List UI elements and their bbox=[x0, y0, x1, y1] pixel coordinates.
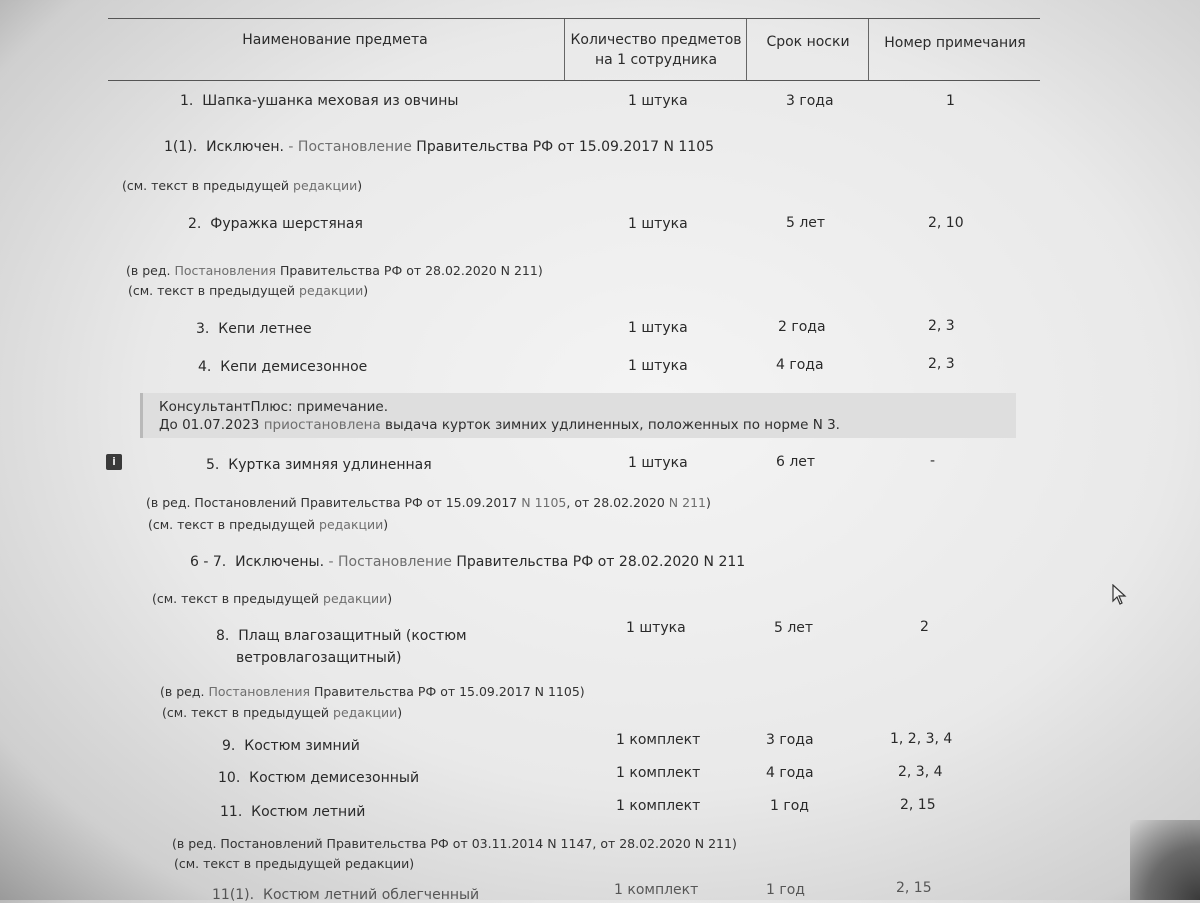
note-text: ) bbox=[363, 283, 369, 298]
table-header-bottom-border bbox=[108, 80, 1040, 81]
row-name: Исключены. bbox=[235, 554, 325, 570]
row-term: 4 года bbox=[766, 765, 814, 781]
note-text: Правительства РФ от 28.02.2020 N 211) bbox=[275, 263, 543, 278]
row-name: Костюм летний облегченный bbox=[263, 887, 480, 903]
note-text: , от 28.02.2020 bbox=[566, 495, 669, 510]
previous-edition-note: (см. текст в предыдущей редакции) bbox=[174, 856, 415, 871]
edition-link[interactable]: редакции bbox=[299, 283, 364, 298]
edition-link[interactable]: редакции bbox=[323, 591, 388, 606]
note-text: (в ред. bbox=[126, 263, 175, 278]
row-dash: - bbox=[324, 554, 338, 570]
table-row bbox=[220, 804, 365, 820]
row-quantity: 1 штука bbox=[628, 358, 688, 374]
resolution-link[interactable]: Постановления bbox=[174, 263, 276, 278]
table-row bbox=[222, 738, 360, 754]
screen-corner-shadow bbox=[1130, 820, 1200, 900]
row-note: 2, 10 bbox=[928, 215, 964, 231]
row-rest: Правительства РФ от 28.02.2020 N 211 bbox=[451, 554, 746, 570]
header-quantity bbox=[566, 30, 746, 70]
row-name: Исключен. bbox=[206, 139, 284, 155]
table-header-top-border bbox=[108, 18, 1040, 19]
column-divider bbox=[746, 19, 747, 80]
suspended-link[interactable]: приостановлена bbox=[263, 417, 381, 433]
row-quantity: 1 штука bbox=[628, 455, 688, 471]
resolution-link[interactable]: N 211 bbox=[668, 495, 706, 510]
table-row bbox=[198, 359, 367, 375]
resolution-link[interactable]: N 1105 bbox=[521, 495, 567, 510]
row-note: 2, 3, 4 bbox=[898, 764, 943, 780]
table-row bbox=[216, 625, 467, 669]
row-quantity: 1 штука bbox=[626, 620, 686, 636]
edition-note: (в ред. Постановлений Правительства РФ от 03.11.2014 N 1147, от 28.02.2020 N 211) bbox=[172, 836, 737, 851]
table-row bbox=[180, 93, 458, 109]
info-icon[interactable]: i bbox=[106, 454, 122, 470]
note-text: Правительства РФ от 15.09.2017 N 1105) bbox=[309, 684, 585, 699]
header-quantity-line2: на 1 сотрудника bbox=[594, 52, 718, 68]
header-note-number: Номер примечания bbox=[884, 35, 1026, 51]
row-name: Костюм демисезонный bbox=[249, 770, 420, 786]
row-quantity: 1 штука bbox=[628, 320, 688, 336]
row-number: 1(1). bbox=[164, 139, 198, 155]
note-text: До 01.07.2023 bbox=[159, 417, 264, 433]
row-note: 2, 15 bbox=[896, 880, 932, 896]
note-text: ) bbox=[383, 517, 389, 532]
note-text: ) bbox=[357, 178, 363, 193]
row-quantity: 1 штука bbox=[628, 93, 688, 109]
row-name: Куртка зимняя удлиненная bbox=[228, 457, 432, 473]
edition-link[interactable]: редакции bbox=[293, 178, 358, 193]
row-dash: - bbox=[283, 139, 298, 155]
row-name: Костюм зимний bbox=[244, 738, 360, 754]
header-item-name: Наименование предмета bbox=[242, 32, 428, 48]
previous-edition-note bbox=[148, 517, 388, 532]
note-text: (см. текст в предыдущей bbox=[152, 591, 324, 606]
row-name: Плащ влагозащитный (костюм bbox=[238, 628, 467, 644]
row-name: Кепи летнее bbox=[218, 321, 312, 337]
note-text: ) bbox=[705, 495, 711, 510]
table-row bbox=[196, 321, 312, 337]
row-name: Кепи демисезонное bbox=[220, 359, 368, 375]
row-number: 11(1). bbox=[212, 887, 255, 903]
column-divider bbox=[564, 19, 565, 80]
previous-edition-note bbox=[152, 591, 392, 606]
note-text: (см. текст в предыдущей bbox=[128, 283, 300, 298]
table-row bbox=[190, 554, 745, 570]
row-number: 2. bbox=[188, 216, 202, 232]
consultant-note-title: КонсультантПлюс: примечание. bbox=[159, 399, 389, 415]
row-note: 2, 3 bbox=[928, 356, 955, 372]
edition-note bbox=[160, 684, 585, 699]
row-term: 1 год bbox=[766, 882, 805, 898]
row-quantity: 1 комплект bbox=[616, 732, 701, 748]
note-text: ) bbox=[397, 705, 403, 720]
note-text: (в ред. Постановлений Правительства РФ от 15.09.2017 bbox=[146, 495, 522, 510]
row-quantity: 1 штука bbox=[628, 216, 688, 232]
edition-note bbox=[126, 263, 543, 278]
row-note: 2, 3 bbox=[928, 318, 955, 334]
previous-edition-note bbox=[122, 178, 362, 193]
row-name: Фуражка шерстяная bbox=[210, 216, 363, 232]
note-text: выдача курток зимних удлиненных, положенных по норме N 3. bbox=[380, 417, 840, 433]
previous-edition-note bbox=[162, 705, 402, 720]
row-term: 3 года bbox=[766, 732, 814, 748]
row-number: 11. bbox=[220, 804, 243, 820]
note-text: (см. текст в предыдущей bbox=[122, 178, 294, 193]
row-term: 5 лет bbox=[786, 215, 826, 231]
header-quantity-line1: Количество предметов bbox=[570, 32, 742, 48]
consultant-note-box bbox=[140, 393, 1016, 438]
row-number: 10. bbox=[218, 770, 241, 786]
note-text: ) bbox=[387, 591, 393, 606]
table-row bbox=[188, 216, 363, 232]
row-note: - bbox=[930, 453, 936, 469]
mouse-cursor-icon bbox=[1112, 584, 1128, 606]
table-row bbox=[164, 139, 714, 155]
row-number: 4. bbox=[198, 359, 212, 375]
row-name: Шапка-ушанка меховая из овчины bbox=[202, 93, 459, 109]
resolution-link[interactable]: Постановление bbox=[337, 554, 452, 570]
row-quantity: 1 комплект bbox=[614, 882, 699, 898]
row-term: 6 лет bbox=[776, 454, 816, 470]
row-number: 6 - 7. bbox=[190, 554, 227, 570]
row-number: 9. bbox=[222, 738, 236, 754]
edition-note bbox=[146, 495, 711, 510]
column-divider bbox=[868, 19, 869, 80]
header-wear-term: Срок носки bbox=[766, 34, 850, 50]
row-rest: Правительства РФ от 15.09.2017 N 1105 bbox=[411, 139, 715, 155]
note-text: (см. текст в предыдущей bbox=[162, 705, 334, 720]
row-quantity: 1 комплект bbox=[616, 765, 701, 781]
row-number: 8. bbox=[216, 628, 230, 644]
edition-link[interactable]: редакции bbox=[333, 705, 398, 720]
row-note: 2 bbox=[920, 619, 929, 635]
row-number: 5. bbox=[206, 457, 220, 473]
row-number: 3. bbox=[196, 321, 210, 337]
row-term: 3 года bbox=[786, 93, 834, 109]
row-note: 1, 2, 3, 4 bbox=[890, 731, 953, 747]
row-term: 1 год bbox=[770, 798, 809, 814]
row-name: Костюм летний bbox=[251, 804, 366, 820]
row-quantity: 1 комплект bbox=[616, 798, 701, 814]
resolution-link[interactable]: Постановления bbox=[208, 684, 310, 699]
row-note: 1 bbox=[946, 93, 955, 109]
note-text: (см. текст в предыдущей bbox=[148, 517, 320, 532]
table-row bbox=[218, 770, 419, 786]
consultant-note-text bbox=[159, 417, 840, 433]
row-term: 4 года bbox=[776, 357, 824, 373]
row-number: 1. bbox=[180, 93, 194, 109]
row-term: 2 года bbox=[778, 319, 826, 335]
row-note: 2, 15 bbox=[900, 797, 936, 813]
edition-link[interactable]: редакции bbox=[319, 517, 384, 532]
row-term: 5 лет bbox=[774, 620, 814, 636]
note-text: (в ред. bbox=[160, 684, 209, 699]
row-name-continued: ветровлагозащитный) bbox=[236, 650, 402, 666]
table-row bbox=[206, 457, 432, 473]
table-row bbox=[212, 887, 479, 903]
previous-edition-note bbox=[128, 283, 368, 298]
resolution-link[interactable]: Постановление bbox=[297, 139, 412, 155]
